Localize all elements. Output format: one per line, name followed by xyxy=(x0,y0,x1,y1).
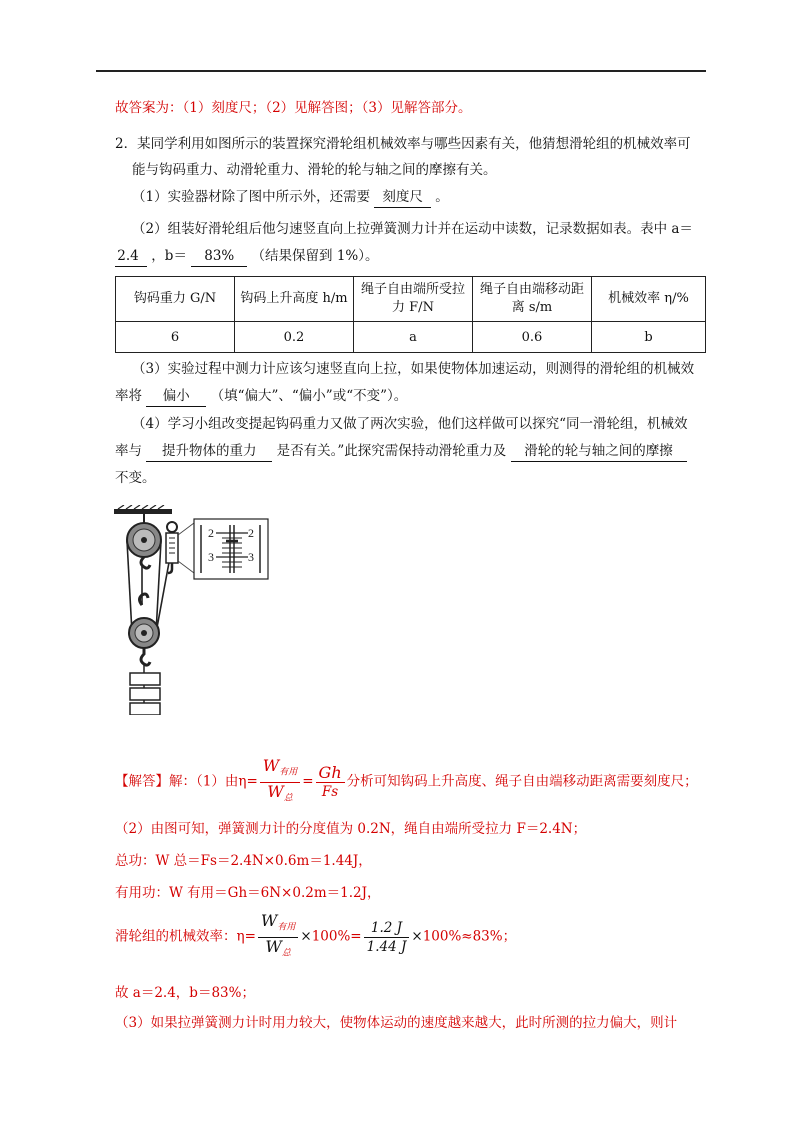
table-cell: a xyxy=(354,322,473,353)
scale-reading-inset xyxy=(194,519,268,579)
table-header-cell: 钩码上升高度 h/m xyxy=(235,277,354,322)
formula-sub-useful: 有用 xyxy=(277,922,296,933)
part-1-answer: 刻度尺 xyxy=(374,187,431,208)
efficiency-formula-fraction xyxy=(260,757,300,807)
part-3-answer: 偏小 xyxy=(146,386,206,407)
equals-sign: = xyxy=(246,773,258,790)
answer-b: 83% xyxy=(191,246,247,267)
solution-tag: 【解答】 xyxy=(115,773,169,790)
solution-line-3: 总功：W 总＝Fs＝2.4N×0.6m＝1.44J， xyxy=(115,853,372,869)
gh-over-fs-fraction xyxy=(316,764,345,801)
part-2-mid: ，b＝ xyxy=(151,248,187,264)
part-1-end: 。 xyxy=(435,189,449,205)
table-cell: b xyxy=(592,322,706,353)
formula-w: W xyxy=(262,756,280,775)
data-table xyxy=(115,276,706,353)
formula-fs: Fs xyxy=(321,783,339,800)
formula-w: W xyxy=(267,781,284,801)
numeric-fraction xyxy=(364,919,410,956)
efficiency-label: 滑轮组的机械效率：η xyxy=(115,928,245,945)
solution-line-6: 故 a＝2.4，b＝83%； xyxy=(115,985,255,1001)
scale-mark-left-3: 3 xyxy=(208,550,214,564)
part-2-end: （结果保留到 1%）。 xyxy=(251,248,379,264)
part-1-text: （1）实验器材除了图中所示外，还需要 xyxy=(132,189,371,205)
formula-sub-total: 总 xyxy=(283,793,293,804)
table-cell: 0.6 xyxy=(473,322,592,353)
solution-line-5 xyxy=(115,912,516,962)
fixed-pulley xyxy=(127,523,161,568)
formula-sub-useful: 有用 xyxy=(279,767,298,778)
table-row xyxy=(116,322,706,353)
table-header-cell: 绳子自由端移动距离 s/m xyxy=(473,277,592,322)
equals-sign: = xyxy=(302,773,314,790)
solution-1-text: 分析可知钩码上升高度、绳子自由端移动距离需要刻度尺； xyxy=(346,773,698,790)
scale-mark-right-2: 2 xyxy=(248,526,254,540)
table-cell: 0.2 xyxy=(235,322,354,353)
part-2-line-2 xyxy=(115,246,379,267)
table-cell: 6 xyxy=(116,322,235,353)
ceiling-hatch xyxy=(118,505,164,509)
formula-w: W xyxy=(260,911,278,930)
solution-line-1 xyxy=(115,757,698,807)
part-3-line-1: （3）实验过程中测力计应该匀速竖直向上拉，如果使物体加速运动，则测得的滑轮组的机械效 xyxy=(132,361,695,377)
scale-mark-right-3: 3 xyxy=(248,550,254,564)
solution-line-4: 有用功：W 有用＝Gh＝6N×0.2m＝1.2J， xyxy=(115,885,381,901)
ceiling-bar xyxy=(114,509,172,514)
equals-sign: = xyxy=(350,928,362,945)
equals-sign: = xyxy=(244,928,256,945)
hook-weights xyxy=(130,665,160,715)
part-4-answer-1: 提升物体的重力 xyxy=(146,441,272,462)
times-sign: × xyxy=(300,928,312,945)
pulley-apparatus-figure xyxy=(112,505,272,715)
question-stem-line-2: 能与钩码重力、动滑轮重力、滑轮的轮与轴之间的摩擦有关。 xyxy=(132,162,497,178)
denominator-1-44j: 1.44 J xyxy=(366,938,407,955)
part-3-line-2 xyxy=(115,386,407,407)
part-4-line-1: （4）学习小组改变提起钩码重力又做了两次实验，他们这样做可以探究“同一滑轮组，机械效 xyxy=(132,416,688,432)
part-4-mid: 是否有关。”此探究需保持动滑轮重力及 xyxy=(276,443,507,459)
efficiency-result: 100%≈83%； xyxy=(422,928,517,945)
movable-pulley xyxy=(129,594,159,665)
part-4-line-3: 不变。 xyxy=(115,470,156,486)
formula-gh: Gh xyxy=(316,764,345,783)
part-4-lead: 率与 xyxy=(115,443,142,459)
table-header-cell: 钩码重力 G/N xyxy=(116,277,235,322)
percent-100: 100% xyxy=(311,928,351,945)
table-header-row xyxy=(116,277,706,322)
answer-a: 2.4 xyxy=(115,246,147,267)
formula-w: W xyxy=(265,936,282,956)
part-3-lead: 率将 xyxy=(115,388,142,404)
scale-mark-left-2: 2 xyxy=(208,526,214,540)
question-stem-line-1: 2．某同学利用如图所示的装置探究滑轮组机械效率与哪些因素有关，他猜想滑轮组的机械效率可 xyxy=(115,136,691,152)
formula-sub-total: 总 xyxy=(281,948,291,959)
part-4-answer-2: 滑轮的轮与轴之间的摩擦 xyxy=(511,441,687,462)
numerator-1-2j: 1.2 J xyxy=(364,919,410,938)
part-3-end: （填“偏大”、“偏小”或“不变”）。 xyxy=(210,388,408,404)
solution-intro: 解：（1）由η xyxy=(169,773,247,790)
spring-scale xyxy=(166,522,194,573)
part-4-line-2 xyxy=(115,441,687,462)
solution-line-2: （2）由图可知，弹簧测力计的分度值为 0.2N，绳自由端所受拉力 F＝2.4N； xyxy=(115,821,587,837)
times-sign: × xyxy=(411,928,423,945)
table-header-cell: 机械效率 η/% xyxy=(592,277,706,322)
solution-line-7: （3）如果拉弹簧测力计时用力较大，使物体运动的速度越来越大，此时所测的拉力偏大，则计 xyxy=(115,1015,678,1031)
part-1 xyxy=(132,187,449,208)
answer-summary: 故答案为：（1）刻度尺；（2）见解答图；（3）见解答部分。 xyxy=(115,100,472,116)
header-rule xyxy=(96,70,706,72)
efficiency-formula-fraction-2 xyxy=(258,912,298,962)
part-2-line-1: （2）组装好滑轮组后他匀速竖直向上拉弹簧测力计并在运动中读数，记录数据如表。表中 a＝ xyxy=(132,221,693,237)
table-header-cell: 绳子自由端所受拉力 F/N xyxy=(354,277,473,322)
